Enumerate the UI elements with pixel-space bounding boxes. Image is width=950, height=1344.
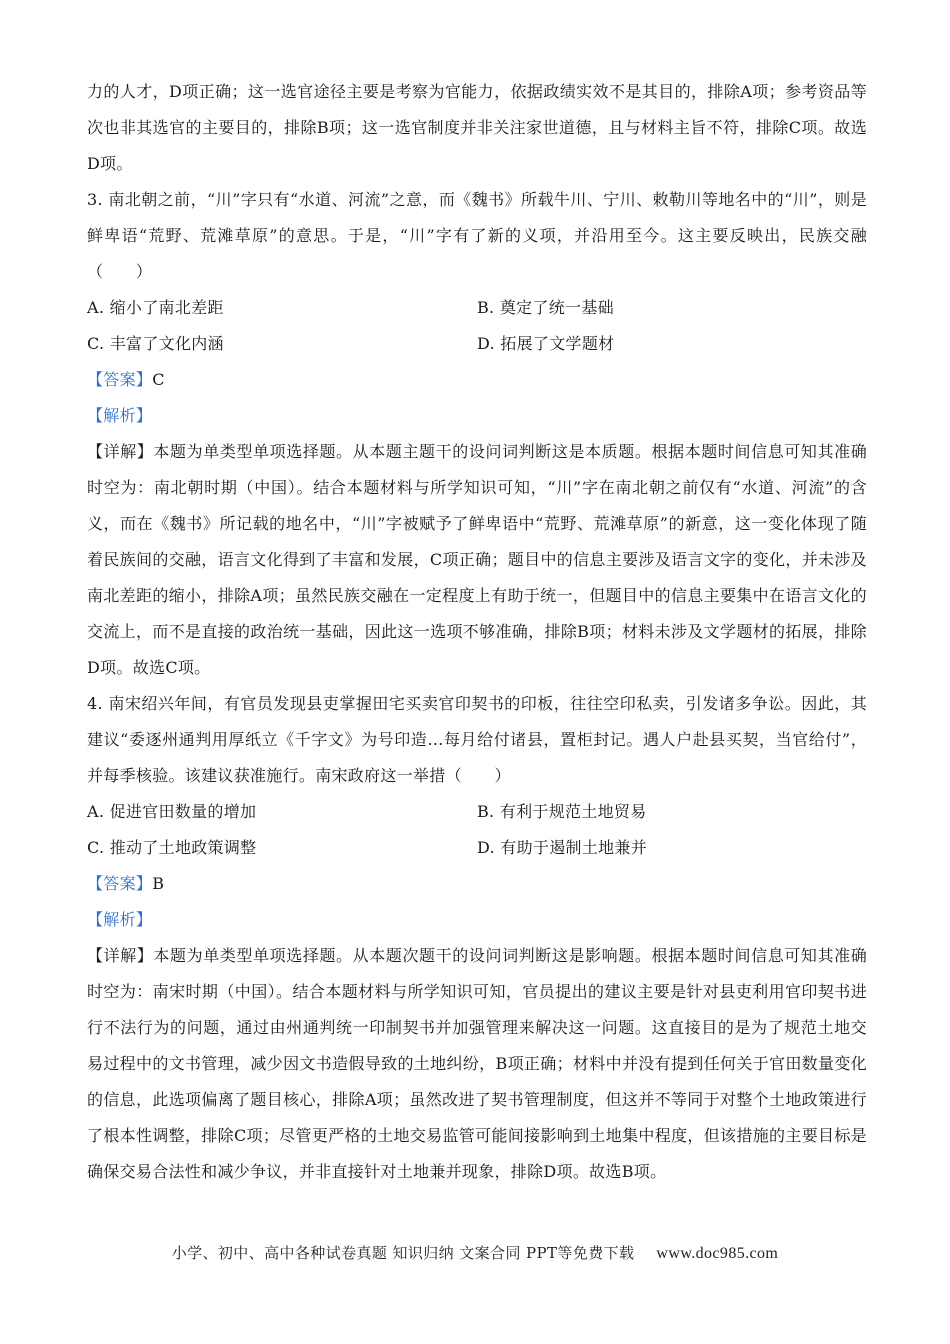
question-3-option-b: B. 奠定了统一基础 <box>477 298 614 317</box>
question-3-option-c: C. 丰富了文化内涵 <box>87 334 224 353</box>
question-3-option-a: A. 缩小了南北差距 <box>87 298 224 317</box>
question-4-analysis-heading <box>87 902 867 938</box>
detail-tag: 【详解】 <box>87 946 154 965</box>
answer-value: C <box>152 370 165 389</box>
question-3-detail <box>87 434 867 686</box>
intro-paragraph: 力的人才，D项正确；这一选官途径主要是考察为官能力，依据政绩实效不是其目的，排除A项；参考资品等次也非其选官的主要目的，排除B项；这一选官制度并非关注家世道德，且与材料主旨不符，排除C项。故选D项。 <box>87 82 867 173</box>
question-4-option-a: A. 促进官田数量的增加 <box>87 802 257 821</box>
question-3 <box>87 182 867 686</box>
footer-text: 小学、初中、高中各种试卷真题 知识归纳 文案合同 PPT等免费下载 <box>171 1244 635 1262</box>
question-4-detail <box>87 938 867 1190</box>
question-4 <box>87 686 867 1190</box>
detail-tag: 【详解】 <box>87 442 154 461</box>
question-4-stem: 4. 南宋绍兴年间，有官员发现县吏掌握田宅买卖官印契书的印板，往往空印私卖，引发诸多争讼。因此，其建议“委逐州通判用厚纸立《千字文》为号印造…每月给付诸县，置柜封记。遇人户赴县买契，当官给付”，并每季核验。该建议获准施行。南宋政府这一举措（ ） <box>87 694 867 785</box>
footer-url-link[interactable]: www.doc985.com <box>656 1245 779 1262</box>
question-4-answer <box>87 866 867 902</box>
question-4-option-d: D. 有助于遏制土地兼并 <box>477 838 648 857</box>
answer-tag: 【答案】 <box>87 874 153 893</box>
question-4-option-b: B. 有利于规范土地贸易 <box>477 802 647 821</box>
detail-text: 本题为单类型单项选择题。从本题次题干的设问词判断这是影响题。根据本题时间信息可知其准确时空为：南宋时期（中国）。结合本题材料与所学知识可知，官员提出的建议主要是针对县吏利用官印契书进行不法行为的问题，通过由州通判统一印制契书并加强管理来解决这一问题。这直接目的是为了规范土地交易过程中的文书管理，减少因文书造假导致的土地纠纷，B项正确；材料中并没有提到任何关于官田数量变化的信息，此选项偏离了题目核心，排除A项；虽然改进了契书管理制度，但这并不等同于对整个土地政策进行了根本性调整，排除C项；尽管更严格的土地交易监管可能间接影响到土地集中程度，但该措施的主要目标是确保交易合法性和减少争议，并非直接针对土地兼并现象，排除D项。故选B项。 <box>87 946 868 1181</box>
question-4-options-row-2 <box>87 830 867 866</box>
analysis-tag: 【解析】 <box>87 910 153 929</box>
page-content <box>87 74 867 1190</box>
analysis-tag: 【解析】 <box>87 406 153 425</box>
detail-text: 本题为单类型单项选择题。从本题主题干的设问词判断这是本质题。根据本题时间信息可知其准确时空为：南北朝时期（中国）。结合本题材料与所学知识可知，“川”字在南北朝之前仅有“水道、河流”的含义，而在《魏书》所记载的地名中，“川”字被赋予了鲜卑语中“荒野、荒滩草原”的新意，这一变化体现了随着民族间的交融，语言文化得到了丰富和发展，C项正确；题目中的信息主要涉及语言文字的变化，并未涉及南北差距的缩小，排除A项；虽然民族交融在一定程度上有助于统一，但题目中的信息主要集中在语言文化的交流上，而不是直接的政治统一基础，因此这一选项不够准确，排除B项；材料未涉及文学题材的拓展，排除D项。故选C项。 <box>87 442 868 677</box>
question-4-options-row-1 <box>87 794 867 830</box>
question-4-option-c: C. 推动了土地政策调整 <box>87 838 257 857</box>
page-footer <box>0 1242 950 1263</box>
question-3-answer <box>87 362 867 398</box>
answer-value: B <box>152 874 165 893</box>
answer-tag: 【答案】 <box>87 370 153 389</box>
question-3-options-row-2 <box>87 326 867 362</box>
question-3-option-d: D. 拓展了文学题材 <box>477 334 615 353</box>
question-3-options-row-1 <box>87 290 867 326</box>
question-3-analysis-heading <box>87 398 867 434</box>
question-3-stem: 3. 南北朝之前，“川”字只有“水道、河流”之意，而《魏书》所载牛川、宁川、敕勒川等地名中的“川”，则是鲜卑语“荒野、荒滩草原”的意思。于是，“川”字有了新的义项，并沿用至今。这主要反映出，民族交融（ ） <box>87 190 867 281</box>
